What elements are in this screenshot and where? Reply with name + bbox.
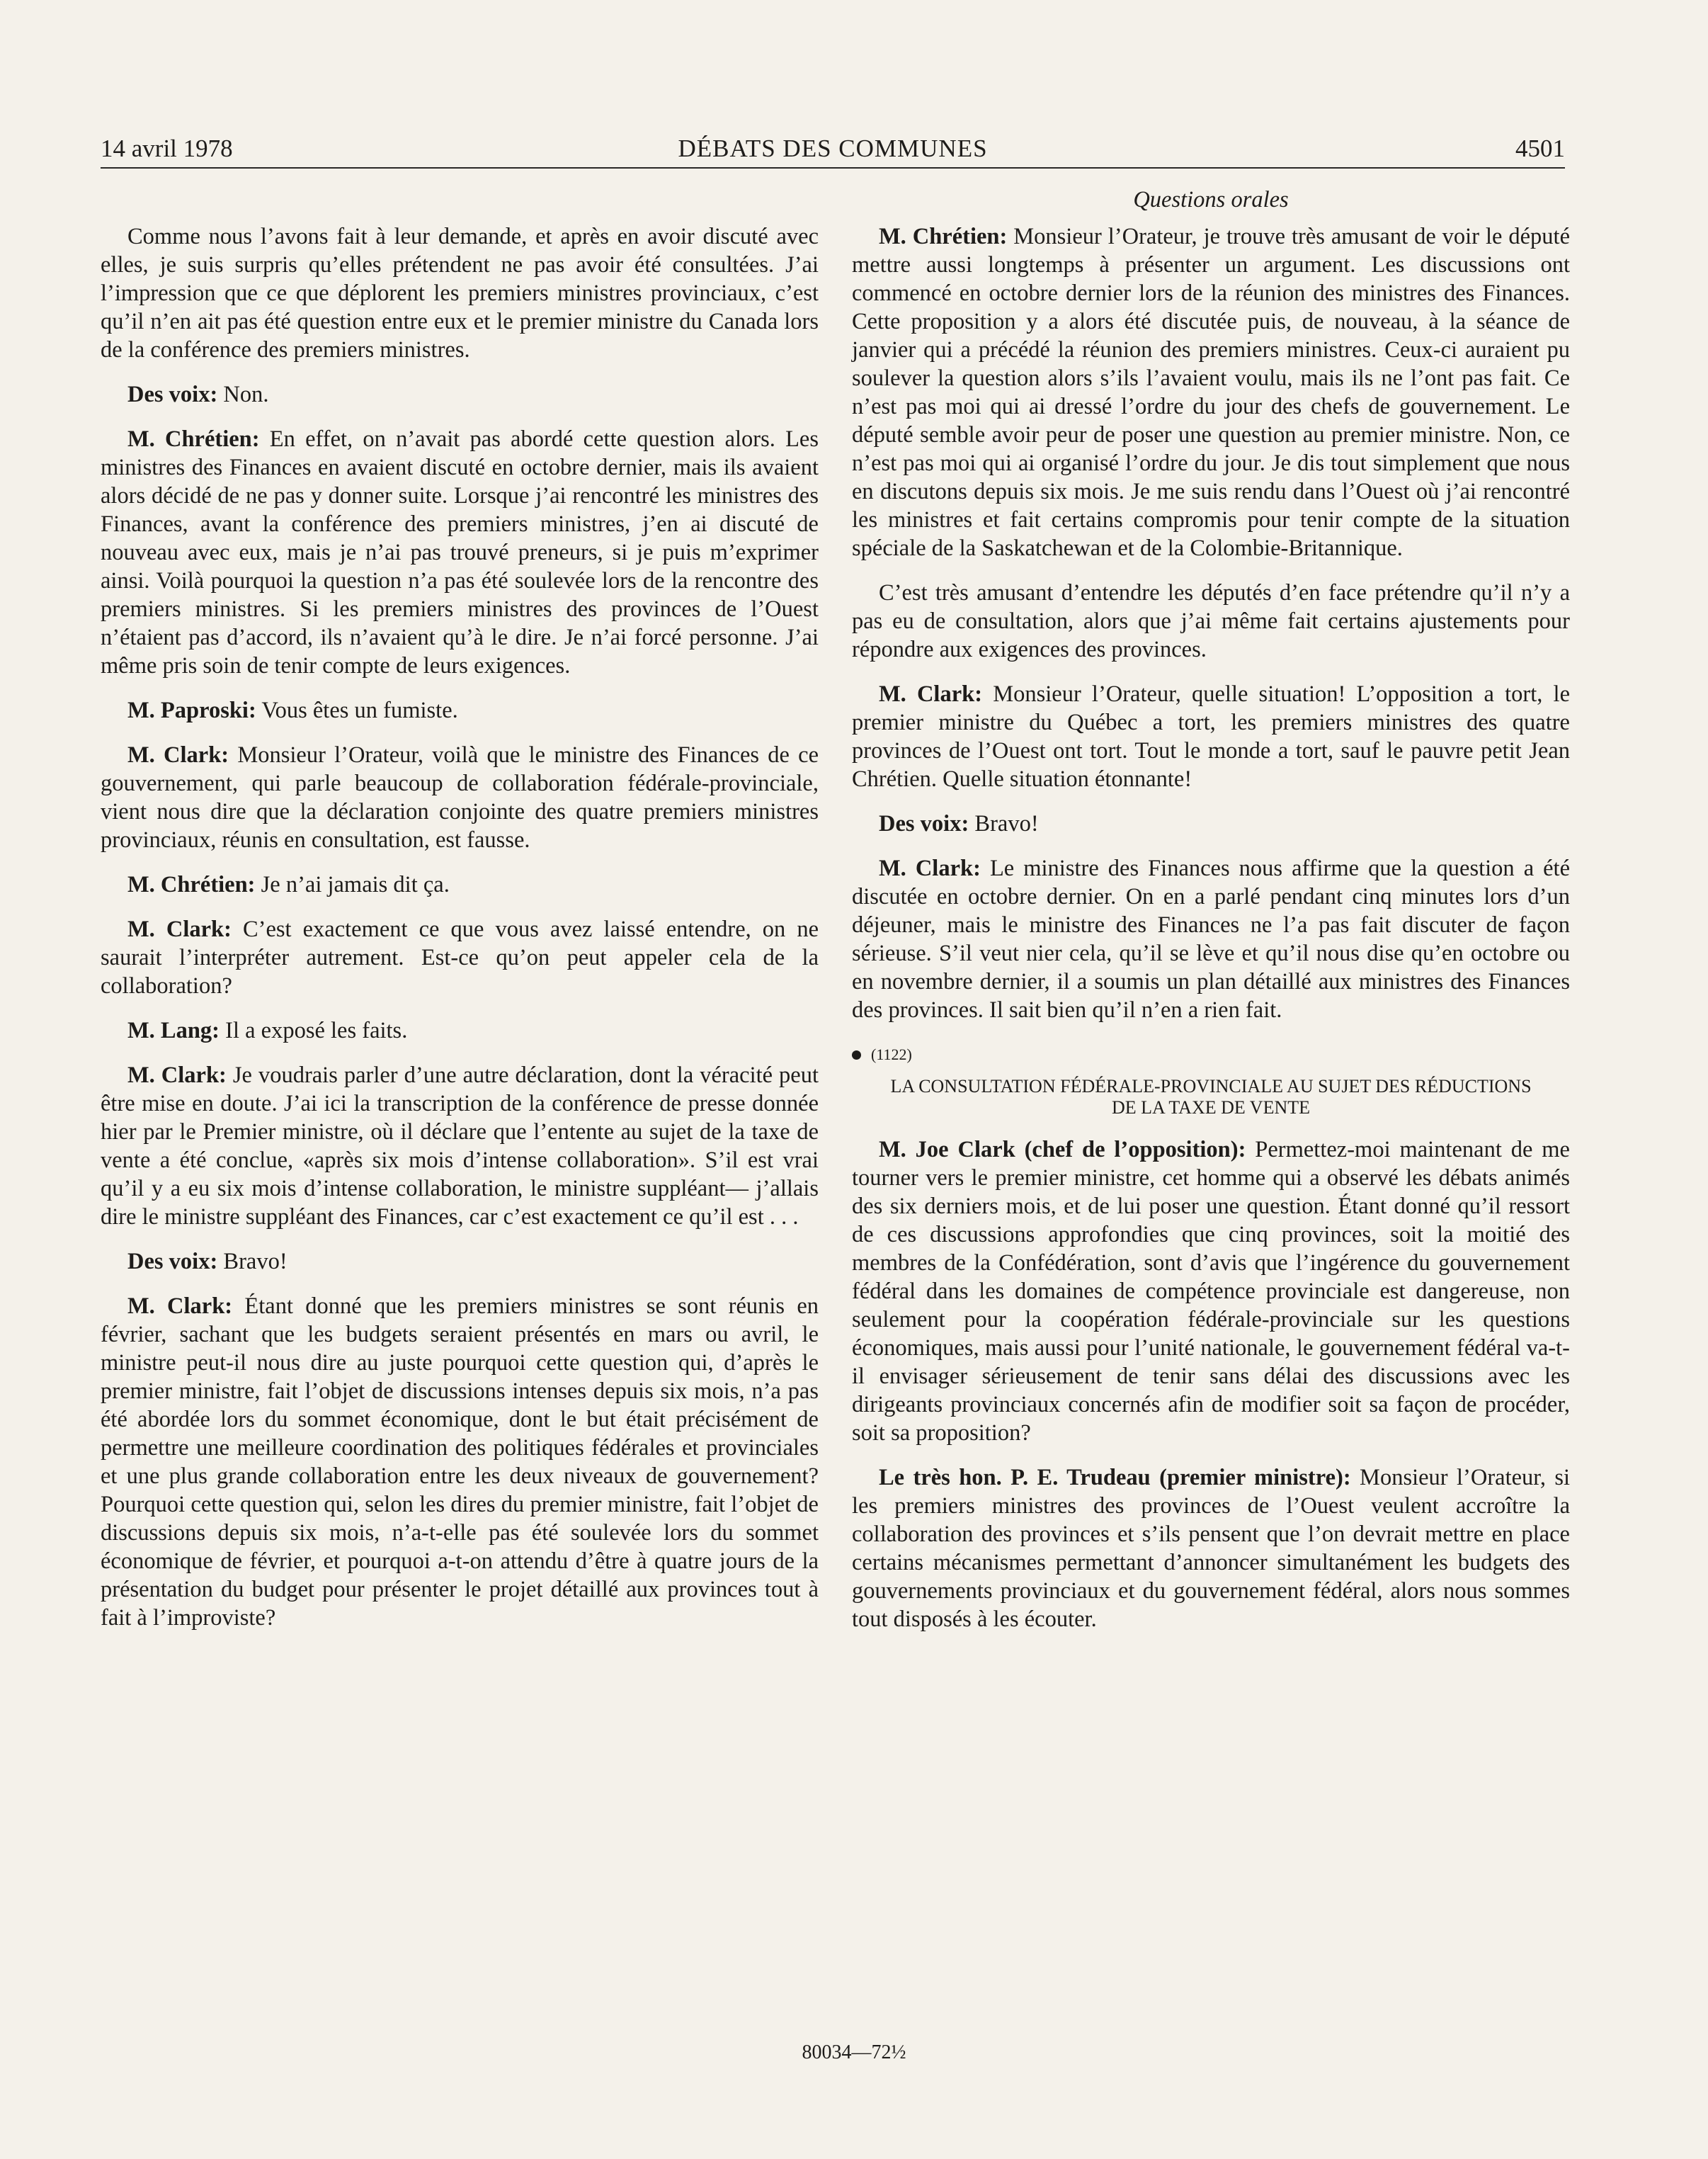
speaker-name: M. Chrétien:: [879, 224, 1008, 249]
paragraph-text: Monsieur l’Orateur, voilà que le ministre des Finances de ce gouvernement, qui parle beaucoup de collaboration fédérale-provinciale, vient nous dire que la déclaration conjointe des quatre premiers ministres provinciaux, réunis en consultation, est fausse.: [101, 742, 819, 853]
paragraph: [852, 222, 1570, 562]
speaker-name: M. Clark:: [127, 1293, 233, 1319]
paragraph-text: Monsieur l’Orateur, quelle situation! L’opposition a tort, le premier ministre du Québec a tort, les premiers ministres des quatre provinces de l’Ouest ont tort. Tout le monde a tort, sauf le pauvre petit Jean Chrétien. Quelle situation étonnante!: [852, 681, 1571, 792]
paragraph: [852, 1463, 1570, 1633]
paragraph: [101, 1016, 819, 1045]
speaker-name: M. Clark:: [127, 1062, 227, 1088]
section-heading: LA CONSULTATION FÉDÉRALE-PROVINCIALE AU SUJET DES RÉDUCTIONS DE LA TAXE DE VENTE: [890, 1076, 1532, 1118]
section-label: Questions orales: [1133, 187, 1289, 212]
page-footer: 80034—72½: [802, 2041, 906, 2063]
speaker-name: Des voix:: [879, 811, 969, 837]
paragraph: [101, 1061, 819, 1231]
speaker-name: M. Clark:: [879, 681, 983, 707]
speaker-name: M. Chrétien:: [127, 426, 260, 452]
paragraph: [852, 854, 1570, 1024]
speaker-name: M. Clark:: [127, 742, 229, 768]
paragraph: [852, 1135, 1570, 1447]
time-marker: [852, 1041, 1570, 1069]
paragraph: [101, 425, 819, 680]
paragraph-text: Il a exposé les faits.: [225, 1018, 408, 1043]
left-column: [101, 222, 819, 1648]
paragraph: [101, 1247, 819, 1276]
paragraph: [101, 1292, 819, 1632]
speaker-name: M. Clark:: [879, 856, 981, 881]
header-page-number: 4501: [1515, 135, 1565, 162]
paragraph-text: Vous êtes un fumiste.: [261, 698, 458, 723]
speaker-name: Le très hon. P. E. Trudeau (premier ministre):: [879, 1465, 1351, 1490]
speaker-name: M. Lang:: [127, 1018, 220, 1043]
paragraph-text: Permettez-moi maintenant de me tourner vers le premier ministre, cet homme qui a observé les débats animés des six derniers mois, et de lui poser une question. Étant donné qu’il ressort de ces discussions approfondies que cinq provinces, soit la moitié des membres de la Confédération, sont d’avis que l’ingérence du gouvernement fédéral dans les domaines de compétence provinciale est dangereuse, non seulement pour la coopération fédérale-provinciale sur les questions économiques, mais aussi pour l’unité nationale, le gouvernement fédéral va-t-il envisager sérieusement de tenir sans délai des discussions avec les dirigeants provinciaux concernés afin de modifier soit sa façon de procéder, soit sa proposition?: [852, 1137, 1570, 1446]
paragraph-text: Le ministre des Finances nous affirme que la question a été discutée en octobre dernier. On en a parlé pendant cinq minutes lors d’un déjeuner, mais le ministre des Finances ne l’a pas fait discuter de façon sérieuse. S’il veut nier cela, qu’il se lève et qu’il nous dise qu’en octobre ou en novembre dernier, il a soumis un plan détaillé aux ministres des Finances des provinces. Il sait bien qu’il n’en a rien fait.: [852, 856, 1571, 1023]
page-header: [101, 135, 1565, 169]
paragraph-text: Je n’ai jamais dit ça.: [261, 872, 450, 897]
paragraph-text: Étant donné que les premiers ministres se sont réunis en février, sachant que les budgets seraient présentés en mars ou avril, le ministre peut-il nous dire au juste pourquoi cette question qui, d’après le premier ministre, fait l’objet de discussions intenses depuis six mois, n’a pas été abordée lors du sommet économique, dont le but était précisément de permettre une meilleure coordination des politiques fédérales et provinciales et une plus grande collaboration entre les deux niveaux de gouvernement? Pourquoi cette question qui, selon les dires du premier ministre, fait l’objet de discussions depuis six mois, n’a-t-elle pas été soulevée lors du sommet économique de février, et pourquoi a-t-on attendu d’être à quatre jours de la présentation du budget pour présenter le projet détaillé aux provinces tout à fait à l’improviste?: [101, 1293, 819, 1631]
header-date: 14 avril 1978: [101, 135, 233, 162]
paragraph-text: En effet, on n’avait pas abordé cette question alors. Les ministres des Finances en avaient discuté en octobre dernier, mais ils avaient alors décidé de ne pas y donner suite. Lorsque j’ai rencontré les ministres des Finances, avant la conférence des premiers ministres, j’en ai discuté de nouveau avec eux, mais je n’ai pas trouvé preneurs, si je puis m’exprimer ainsi. Voilà pourquoi la question n’a pas été soulevée lors de la rencontre des premiers ministres. Si les premiers ministres des provinces de l’Ouest n’étaient pas d’accord, ils n’avaient qu’à le dire. Je n’ai forcé personne. J’ai même pris soin de tenir compte de leurs exigences.: [101, 426, 819, 679]
paragraph: [101, 871, 819, 899]
bullet-icon: [852, 1050, 861, 1060]
speaker-name: Des voix:: [127, 382, 218, 407]
paragraph: [101, 380, 819, 409]
speaker-name: M. Clark:: [127, 917, 232, 942]
time-marker-text: (1122): [871, 1046, 912, 1063]
speaker-name: M. Paproski:: [127, 698, 256, 723]
speaker-name: M. Joe Clark (chef de l’opposition):: [879, 1137, 1246, 1162]
paragraph-text: Bravo!: [974, 811, 1039, 837]
paragraph: [852, 680, 1570, 793]
paragraph-text: Monsieur l’Orateur, je trouve très amusant de voir le député mettre aussi longtemps à présenter un argument. Les discussions ont commencé en octobre dernier lors de la réunion des ministres des Finances. Cette proposition y a alors été discutée puis, de nouveau, à la séance de janvier qui a précédé la réunion des premiers ministres. Ceux-ci auraient pu soulever la question alors s’ils l’avaient voulu, mais ils ne l’ont pas fait. Ce n’est pas moi qui ai dressé l’ordre du jour des chefs de gouvernement. Le député semble avoir peur de poser une question au premier ministre. Non, ce n’est pas moi qui ai organisé l’ordre du jour. Je dis tout simplement que nous en discutons depuis six mois. Je me suis rendu dans l’Ouest où j’ai rencontré les ministres et fait certains compromis pour tenir compte de la situation spéciale de la Saskatchewan et de la Colombie-Britannique.: [852, 224, 1570, 561]
paragraph: [852, 810, 1570, 838]
paragraph-text: C’est très amusant d’entendre les députés d’en face prétendre qu’il n’y a pas eu de consultation, alors que j’ai même fait certains ajustements pour répondre aux exigences des provinces.: [852, 580, 1570, 662]
header-title: DÉBATS DES COMMUNES: [678, 135, 988, 162]
paragraph-text: Monsieur l’Orateur, si les premiers ministres des provinces de l’Ouest veulent accroître la collaboration des provinces et s’ils pensent que l’on devrait mettre en place certains mécanismes permettant d’annoncer simultanément les budgets des gouvernements provinciaux et du gouvernement fédéral, alors nous sommes tout disposés à les écouter.: [852, 1465, 1571, 1632]
right-column: [852, 186, 1570, 1650]
paragraph: [101, 696, 819, 725]
speaker-name: M. Chrétien:: [127, 872, 256, 897]
paragraph: [852, 579, 1570, 664]
paragraph: [101, 741, 819, 854]
speaker-name: Des voix:: [127, 1249, 218, 1274]
paragraph-text: Je voudrais parler d’une autre déclaration, dont la véracité peut être mise en doute. J’ai ici la transcription de la conférence de presse donnée hier par le Premier ministre, où il déclare que l’entente au sujet de la taxe de vente a été conclue, «après six mois d’intense collaboration». S’il est vrai qu’il y a eu six mois d’intense collaboration, le ministre suppléant— j’allais dire le ministre suppléant des Finances, car c’est exactement ce qu’il est . . .: [101, 1062, 819, 1230]
paragraph-text: Non.: [223, 382, 269, 407]
paragraph-text: C’est exactement ce que vous avez laissé entendre, on ne saurait l’interpréter autrement. Est-ce qu’on peut appeler cela de la collaboration?: [101, 917, 819, 999]
paragraph: [101, 222, 819, 364]
paragraph: [101, 915, 819, 1000]
paragraph-text: Comme nous l’avons fait à leur demande, et après en avoir discuté avec elles, je suis surpris qu’elles prétendent ne pas avoir été consultées. J’ai l’impression que ce que déplorent les premiers ministres provinciaux, c’est qu’il n’en ait pas été question entre eux et le premier ministre du Canada lors de la conférence des premiers ministres.: [101, 224, 819, 363]
paragraph-text: Bravo!: [223, 1249, 287, 1274]
